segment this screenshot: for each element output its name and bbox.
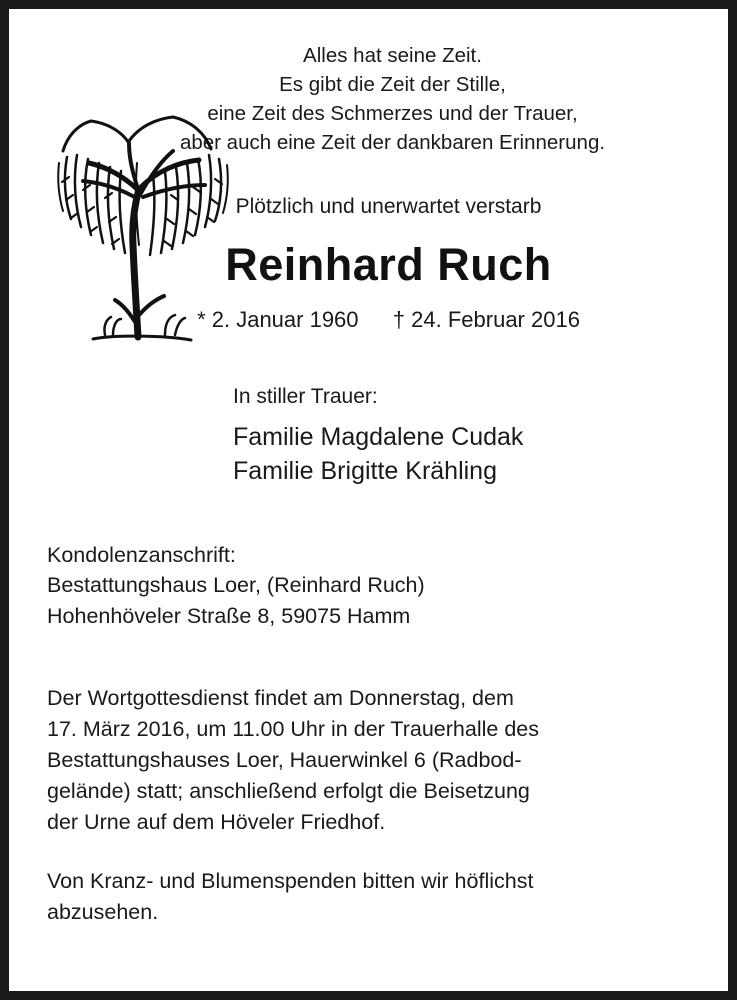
deceased-name: Reinhard Ruch — [225, 239, 552, 291]
service-line-1: Der Wortgottesdienst findet am Donnerstag, dem — [47, 686, 514, 711]
condolence-heading: Kondolenzanschrift: — [47, 542, 236, 567]
announcement-text: Plötzlich und unerwartet verstarb — [235, 195, 542, 219]
verse-line-4: aber auch eine Zeit der dankbaren Erinnerung. — [179, 131, 606, 155]
death-symbol: † — [392, 307, 406, 333]
birth-symbol: * — [197, 307, 206, 333]
flowers-note — [43, 866, 694, 928]
verse-line-1: Alles hat seine Zeit. — [303, 44, 482, 67]
service-line-4: gelände) statt; anschließend erfolgt die Beisetzung — [47, 779, 530, 804]
condolence-address — [43, 540, 694, 632]
death-date: 24. Februar 2016 — [411, 307, 580, 333]
birth-date: 2. Januar 1960 — [211, 307, 359, 333]
service-line-2: 17. März 2016, um 11.00 Uhr in der Trauerhalle des — [47, 717, 539, 742]
mourners-list — [43, 421, 694, 488]
obituary-inner — [9, 9, 728, 991]
mourner-family-2: Familie Brigitte Krähling — [233, 456, 497, 485]
verse-line-2: Es gibt die Zeit der Stille, — [279, 73, 506, 97]
condolence-line-1: Bestattungshaus Loer, (Reinhard Ruch) — [47, 573, 425, 598]
verse-line-3: eine Zeit des Schmerzes und der Trauer, — [207, 102, 578, 126]
flowers-line-2: abzusehen. — [47, 900, 159, 925]
flowers-line-1: Von Kranz- und Blumenspenden bitten wir höflichst — [47, 869, 534, 894]
service-line-5: der Urne auf dem Höveler Friedhof. — [47, 810, 386, 835]
condolence-line-2: Hohenhöveler Straße 8, 59075 Hamm — [47, 603, 411, 628]
mourners-intro: In stiller Trauer: — [233, 385, 378, 409]
weeping-willow-tree-icon — [33, 67, 253, 357]
service-line-3: Bestattungshauses Loer, Hauerwinkel 6 (Radbod- — [47, 748, 522, 773]
service-details — [43, 683, 694, 838]
mourner-family-1: Familie Magdalene Cudak — [233, 423, 524, 452]
